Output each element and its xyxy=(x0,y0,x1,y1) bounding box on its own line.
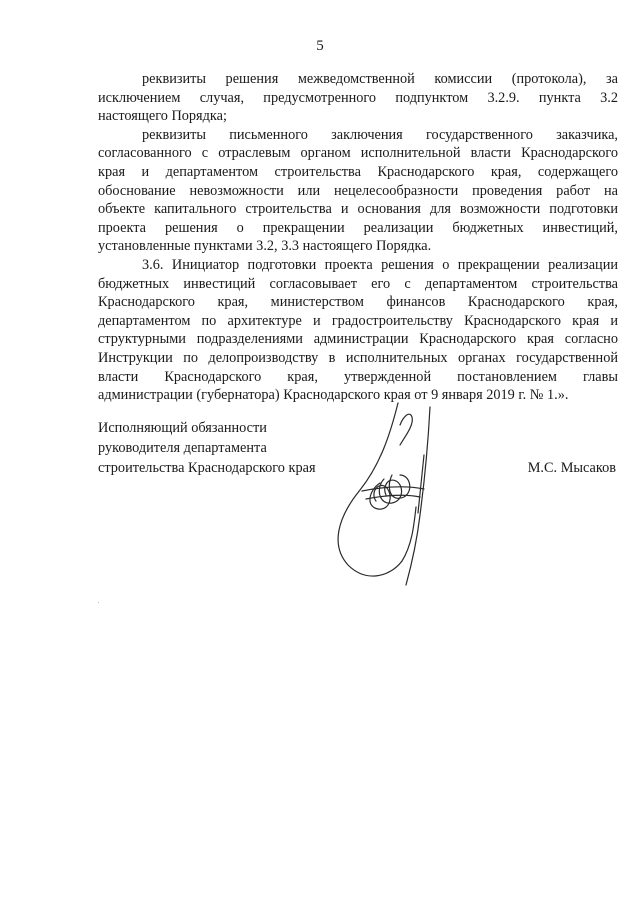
document-body xyxy=(98,70,618,405)
text-line: бюджетных инвестиций согласовывает его с департаментом строительства xyxy=(98,275,618,292)
text-line: департаментом по архитектуре и градостроительству Краснодарского края и xyxy=(98,312,618,329)
text-line: реквизиты письменного заключения государственного заказчика, xyxy=(142,126,618,143)
text-line: 3.6. Инициатор подготовки проекта решения о прекращении реализации xyxy=(142,256,618,273)
text-line: края и департаментом строительства Краснодарского края, содержащего xyxy=(98,163,618,180)
text-line: власти Краснодарского края, утвержденной постановлением главы xyxy=(98,368,618,385)
text-line: администрации (губернатора) Краснодарского края от 9 января 2019 г. № 1.». xyxy=(98,387,569,404)
text-line: обоснование невозможности или нецелесообразности проведения работ на xyxy=(98,182,618,199)
text-line: реквизиты решения межведомственной комиссии (протокола), за xyxy=(142,71,618,87)
handwritten-signature xyxy=(320,395,460,595)
signer-title-line: руководителя департамента xyxy=(98,440,267,456)
paragraph-3-6-approval xyxy=(98,256,618,405)
text-line: структурными подразделениями администрации Краснодарского края согласно xyxy=(98,331,618,348)
text-line: исключением случая, предусмотренного подпунктом 3.2.9. пункта 3.2 xyxy=(98,89,618,106)
signer-name: М.С. Мысаков xyxy=(527,460,616,476)
page-number: 5 xyxy=(316,38,324,54)
scan-speck xyxy=(98,602,99,603)
paragraph-protocol-details xyxy=(98,70,618,126)
text-line: проекта решения о прекращении реализации бюджетных инвестиций, xyxy=(98,219,618,236)
text-line: установленные пунктами 3.2, 3.3 настоящего Порядка. xyxy=(98,238,432,255)
signer-title-line: Исполняющий обязанности xyxy=(98,420,267,436)
text-line: объекте капитального строительства и основания для возможности подготовки xyxy=(98,201,618,218)
text-line: согласованного с отраслевым органом исполнительной власти Краснодарского xyxy=(98,145,618,162)
text-line: Краснодарского края, министерством финансов Краснодарского края, xyxy=(98,294,618,311)
text-line: Инструкции по делопроизводству в исполнительных органах государственной xyxy=(98,349,618,366)
signer-title-line: строительства Краснодарского края xyxy=(98,460,316,476)
paragraph-customer-conclusion xyxy=(98,126,618,256)
text-line: настоящего Порядка; xyxy=(98,108,227,125)
